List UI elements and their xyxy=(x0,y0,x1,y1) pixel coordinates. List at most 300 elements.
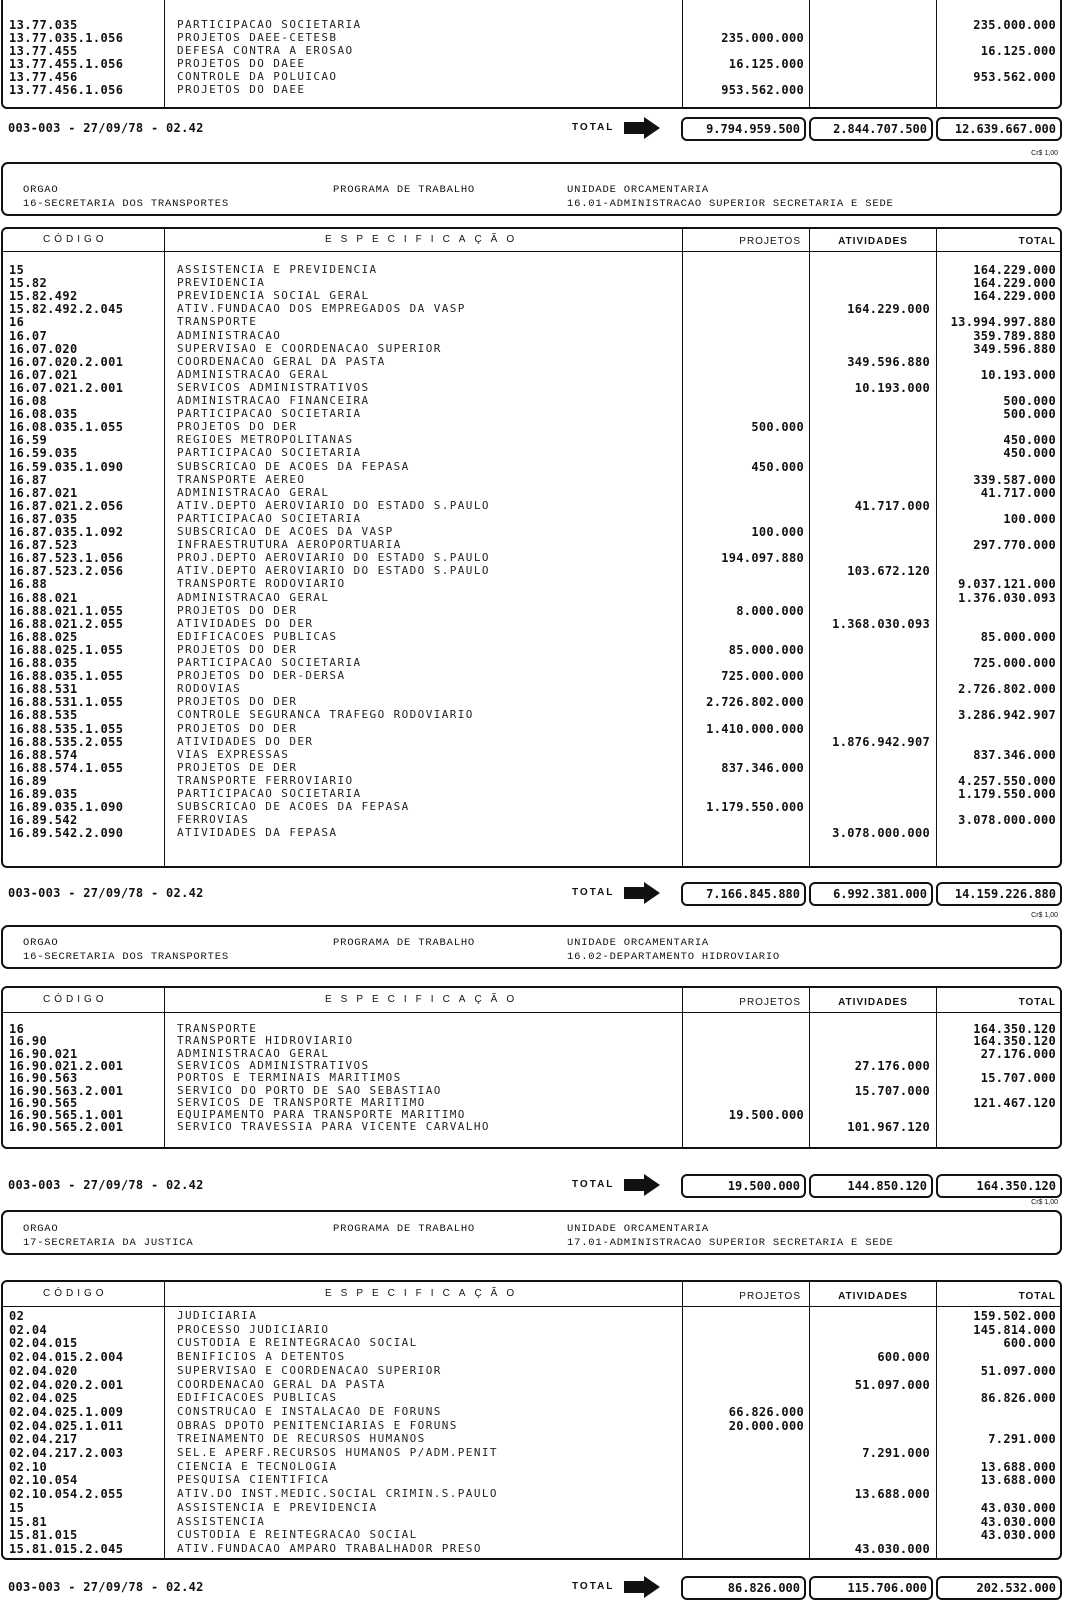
row-atividades: 41.717.000 xyxy=(854,498,930,513)
row-code: 02.04.025.1.009 xyxy=(9,1404,124,1419)
row-total: 3.286.942.907 xyxy=(958,708,1056,723)
row-total: 51.097.000 xyxy=(980,1363,1056,1378)
column-header-total: TOTAL xyxy=(1018,997,1056,1008)
row-especificacao: PROJETOS DO DAEE xyxy=(177,83,306,96)
row-projetos: 1.179.550.000 xyxy=(706,800,804,815)
row-projetos: 725.000.000 xyxy=(721,669,804,684)
row-total: 450.000 xyxy=(1003,433,1056,448)
row-code: 02.04.217 xyxy=(9,1432,78,1447)
row-atividades: 43.030.000 xyxy=(854,1541,930,1556)
row-projetos: 837.346.000 xyxy=(721,760,804,775)
row-code: 15.81.015 xyxy=(9,1528,78,1543)
table-row xyxy=(0,1446,1068,1460)
row-especificacao: ATIV.DEPTO AEROVIARIO DO ESTADO S.PAULO xyxy=(177,564,490,578)
row-total: 164.350.120 xyxy=(973,1034,1056,1049)
row-code: 02.10.054.2.055 xyxy=(9,1487,124,1502)
report-footer-stamp: 003-003 - 27/09/78 - 02.42 xyxy=(8,1580,204,1594)
total-geral: 14.159.226.880 xyxy=(936,882,1062,906)
row-especificacao: CUSTODIA E REINTEGRACAO SOCIAL xyxy=(177,1336,418,1350)
row-total: 164.229.000 xyxy=(973,263,1056,277)
row-projetos: 194.097.880 xyxy=(721,551,804,566)
programa-label: PROGRAMA DE TRABALHO xyxy=(333,1223,476,1235)
row-code: 16.88.025 xyxy=(9,629,78,644)
total-label: TOTAL xyxy=(572,1179,615,1190)
column-header-total: TOTAL xyxy=(1018,1291,1056,1302)
row-code: 16.88.021.1.055 xyxy=(9,603,124,618)
row-code: 13.77.455 xyxy=(9,44,78,58)
section-header-box xyxy=(1,1210,1062,1255)
row-especificacao: ATIV.FUNDACAO DOS EMPREGADOS DA VASP xyxy=(177,302,466,316)
row-projetos: 450.000 xyxy=(751,459,804,474)
column-header-projetos: PROJETOS xyxy=(739,236,801,247)
row-code: 16.08.035 xyxy=(9,407,78,422)
column-header-codigo: CÓDIGO xyxy=(43,1288,108,1299)
row-code: 13.77.456.1.056 xyxy=(9,83,124,97)
row-total: 1.376.030.093 xyxy=(958,590,1056,605)
table-row xyxy=(0,1432,1068,1446)
row-especificacao: JUDICIARIA xyxy=(177,1309,258,1322)
row-projetos: 235.000.000 xyxy=(721,31,804,45)
row-total: 3.078.000.000 xyxy=(958,813,1056,828)
row-code: 16.90.563.2.001 xyxy=(9,1083,124,1098)
row-code: 15 xyxy=(9,263,25,277)
row-total: 297.770.000 xyxy=(973,538,1056,553)
row-atividades: 1.876.942.907 xyxy=(832,734,930,749)
row-code: 02.04.217.2.003 xyxy=(9,1446,124,1460)
row-especificacao: CONTROLE SEGURANCA TRAFEGO RODOVIARIO xyxy=(177,708,474,722)
row-especificacao: TRANSPORTE FERROVIARIO xyxy=(177,773,354,787)
row-total: 339.587.000 xyxy=(973,472,1056,487)
total-projetos: 7.166.845.880 xyxy=(681,882,806,906)
right-arrow-icon xyxy=(622,1576,662,1598)
row-code: 16.59.035 xyxy=(9,446,78,461)
row-code: 02.04.025.1.011 xyxy=(9,1418,124,1433)
row-especificacao: SERVICOS DE TRANSPORTE MARITIMO xyxy=(177,1095,426,1109)
total-projetos: 9.794.959.500 xyxy=(681,117,806,141)
row-especificacao: ATIVIDADES DO DER xyxy=(177,616,314,630)
row-especificacao: ASSISTENCIA xyxy=(177,1514,266,1528)
row-especificacao: ADMINISTRACAO GERAL xyxy=(177,367,330,381)
table-row xyxy=(0,1364,1068,1378)
row-code: 16.89.542 xyxy=(9,813,78,828)
column-header-total: TOTAL xyxy=(1018,236,1056,247)
row-especificacao: COORDENACAO GERAL DA PASTA xyxy=(177,354,386,368)
row-code: 02.04.020.2.001 xyxy=(9,1377,124,1392)
row-especificacao: PREVIDENCIA xyxy=(177,276,266,290)
row-total: 7.291.000 xyxy=(988,1432,1056,1447)
row-especificacao: PROJ.DEPTO AEROVIARIO DO ESTADO S.PAULO xyxy=(177,551,490,565)
row-total: 1.179.550.000 xyxy=(958,787,1056,801)
row-especificacao: PORTOS E TERMINAIS MARITIMOS xyxy=(177,1071,402,1085)
row-atividades: 27.176.000 xyxy=(854,1058,930,1073)
row-atividades: 1.368.030.093 xyxy=(832,616,930,631)
row-total: 164.229.000 xyxy=(973,276,1056,291)
row-code: 16.90.021 xyxy=(9,1046,78,1061)
row-total: 121.467.120 xyxy=(973,1095,1056,1110)
row-code: 15.81.015.2.045 xyxy=(9,1541,124,1556)
row-especificacao: PROCESSO JUDICIARIO xyxy=(177,1322,330,1336)
row-code: 16.87.035 xyxy=(9,511,78,526)
row-especificacao: PROJETOS DO DER xyxy=(177,721,298,735)
row-especificacao: ADMINISTRACAO xyxy=(177,328,282,342)
unidade-label: UNIDADE ORCAMENTARIA xyxy=(567,184,710,196)
total-atividades: 6.992.381.000 xyxy=(809,882,933,906)
row-especificacao: PREVIDENCIA SOCIAL GERAL xyxy=(177,289,370,303)
row-code: 13.77.456 xyxy=(9,70,78,84)
total-label: TOTAL xyxy=(572,1581,615,1592)
row-code: 16.89.542.2.090 xyxy=(9,826,124,841)
row-total: 9.037.121.000 xyxy=(958,577,1056,592)
row-projetos: 19.500.000 xyxy=(728,1108,804,1123)
row-atividades: 7.291.000 xyxy=(862,1446,930,1460)
row-code: 16.07.021 xyxy=(9,367,78,382)
row-code: 15 xyxy=(9,1500,25,1515)
row-code: 16.90.021.2.001 xyxy=(9,1058,124,1073)
row-code: 15.82.492 xyxy=(9,289,78,304)
column-header-atividades: ATIVIDADES xyxy=(838,997,908,1008)
row-code: 16.87.021 xyxy=(9,485,78,500)
row-especificacao: REGIOES METROPOLITANAS xyxy=(177,433,354,447)
row-code: 16.88.021.2.055 xyxy=(9,616,124,631)
orgao-value: 16-SECRETARIA DOS TRANSPORTES xyxy=(23,198,229,210)
row-code: 16.89 xyxy=(9,773,48,788)
row-code: 16.88.531.1.055 xyxy=(9,695,124,710)
row-atividades: 15.707.000 xyxy=(854,1083,930,1098)
row-total: 145.814.000 xyxy=(973,1322,1056,1337)
row-atividades: 164.229.000 xyxy=(847,302,930,317)
row-total: 953.562.000 xyxy=(973,70,1056,84)
row-total: 10.193.000 xyxy=(980,367,1056,382)
row-total: 13.688.000 xyxy=(980,1459,1056,1474)
row-code: 16.07.020.2.001 xyxy=(9,354,124,369)
orgao-label: ORGAO xyxy=(23,1223,59,1235)
row-code: 16.88.574.1.055 xyxy=(9,760,124,775)
row-especificacao: ATIV.DO INST.MEDIC.SOCIAL CRIMIN.S.PAULO xyxy=(177,1487,498,1501)
row-code: 16.88.535 xyxy=(9,708,78,723)
row-especificacao: TREINAMENTO DE RECURSOS HUMANOS xyxy=(177,1432,426,1446)
row-total: 4.257.550.000 xyxy=(958,773,1056,788)
row-total: 359.789.880 xyxy=(973,328,1056,343)
column-header-atividades: ATIVIDADES xyxy=(838,236,908,247)
row-projetos: 85.000.000 xyxy=(728,642,804,657)
row-code: 13.77.035.1.056 xyxy=(9,31,124,45)
table-row xyxy=(0,1460,1068,1474)
row-code: 16.07 xyxy=(9,328,48,343)
row-especificacao: ADMINISTRACAO GERAL xyxy=(177,485,330,499)
table-row xyxy=(0,1473,1068,1487)
row-especificacao: PARTICIPACAO SOCIETARIA xyxy=(177,18,362,31)
row-especificacao: SERVICOS ADMINISTRATIVOS xyxy=(177,1058,370,1072)
row-code: 16.87.035.1.092 xyxy=(9,525,124,539)
row-total: 43.030.000 xyxy=(980,1500,1056,1515)
row-especificacao: SUBSCRICAO DE ACOES DA VASP xyxy=(177,525,394,538)
row-code: 13.77.035 xyxy=(9,18,78,32)
total-atividades: 144.850.120 xyxy=(809,1174,933,1198)
row-especificacao: PARTICIPACAO SOCIETARIA xyxy=(177,407,362,421)
row-code: 02.10 xyxy=(9,1459,48,1474)
unidade-value: 16.01-ADMINISTRACAO SUPERIOR SECRETARIA E SEDE xyxy=(567,198,894,210)
row-especificacao: PROJETOS DO DAEE xyxy=(177,57,306,70)
row-code: 16.87.523.1.056 xyxy=(9,551,124,566)
total-atividades: 115.706.000 xyxy=(809,1576,933,1600)
row-code: 16.88.535.2.055 xyxy=(9,734,124,749)
row-especificacao: SERVICO DO PORTO DE SAO SEBASTIAO xyxy=(177,1083,442,1097)
row-especificacao: PARTICIPACAO SOCIETARIA xyxy=(177,446,362,460)
row-code: 16.87.523 xyxy=(9,538,78,553)
unidade-label: UNIDADE ORCAMENTARIA xyxy=(567,1223,710,1235)
row-total: 725.000.000 xyxy=(973,656,1056,670)
row-code: 16.88.574 xyxy=(9,747,78,762)
column-header-codigo: CÓDIGO xyxy=(43,234,108,245)
row-code: 16 xyxy=(9,315,25,330)
total-label: TOTAL xyxy=(572,887,615,898)
row-code: 02 xyxy=(9,1309,25,1323)
row-especificacao: ASSISTENCIA E PREVIDENCIA xyxy=(177,1500,378,1514)
row-total: 13.994.997.880 xyxy=(950,315,1056,330)
currency-unit-label: Cr$ 1,00 xyxy=(1031,1199,1058,1206)
row-atividades: 13.688.000 xyxy=(854,1487,930,1502)
row-code: 16.87.523.2.056 xyxy=(9,564,124,579)
table-row xyxy=(0,1323,1068,1337)
row-especificacao: CONSTRUCAO E INSTALACAO DE FORUNS xyxy=(177,1404,442,1418)
row-code: 02.10.054 xyxy=(9,1473,78,1488)
orgao-value: 17-SECRETARIA DA JUSTICA xyxy=(23,1237,194,1249)
row-especificacao: PROJETOS DE DER xyxy=(177,760,298,774)
row-especificacao: SUPERVISAO E COORDENACAO SUPERIOR xyxy=(177,341,442,355)
row-code: 16.59.035.1.090 xyxy=(9,459,124,474)
table-row xyxy=(0,1405,1068,1419)
table-row xyxy=(0,1419,1068,1433)
row-especificacao: SUBSCRICAO DE ACOES DA FEPASA xyxy=(177,459,410,473)
row-projetos: 16.125.000 xyxy=(728,57,804,71)
row-code: 16.88.021 xyxy=(9,590,78,605)
row-code: 02.04.025 xyxy=(9,1391,78,1406)
row-atividades: 10.193.000 xyxy=(854,380,930,395)
row-especificacao: PROJETOS DAEE-CETESB xyxy=(177,31,338,44)
row-especificacao: COORDENACAO GERAL DA PASTA xyxy=(177,1377,386,1391)
report-footer-stamp: 003-003 - 27/09/78 - 02.42 xyxy=(8,121,204,135)
row-especificacao: PROJETOS DO DER xyxy=(177,695,298,709)
row-total: 43.030.000 xyxy=(980,1514,1056,1529)
row-especificacao: BENIFICIOS A DETENTOS xyxy=(177,1350,346,1364)
row-projetos: 20.000.000 xyxy=(728,1418,804,1433)
row-code: 16.88 xyxy=(9,577,48,592)
row-projetos: 8.000.000 xyxy=(736,603,804,618)
total-geral: 12.639.667.000 xyxy=(936,117,1062,141)
table-row xyxy=(0,1309,1068,1323)
column-header-especificacao: ESPECIFICAÇÃO xyxy=(325,234,524,245)
total-projetos: 19.500.000 xyxy=(681,1174,806,1198)
programa-label: PROGRAMA DE TRABALHO xyxy=(333,184,476,196)
orgao-label: ORGAO xyxy=(23,184,59,196)
row-code: 16.87.021.2.056 xyxy=(9,498,124,513)
row-code: 15.82 xyxy=(9,276,48,291)
table-row xyxy=(0,1378,1068,1392)
row-code: 02.04.015 xyxy=(9,1336,78,1351)
row-especificacao: TRANSPORTE xyxy=(177,315,258,329)
row-code: 15.82.492.2.045 xyxy=(9,302,124,317)
row-total: 164.229.000 xyxy=(973,289,1056,304)
row-code: 16.90.565 xyxy=(9,1095,78,1110)
row-especificacao: DEFESA CONTRA A EROSAO xyxy=(177,44,354,57)
total-atividades: 2.844.707.500 xyxy=(809,117,933,141)
row-especificacao: EQUIPAMENTO PARA TRANSPORTE MARITIMO xyxy=(177,1108,466,1122)
row-projetos: 66.826.000 xyxy=(728,1404,804,1419)
total-geral: 164.350.120 xyxy=(936,1174,1062,1198)
row-especificacao: EDIFICACOES PUBLICAS xyxy=(177,1391,338,1405)
row-code: 16.59 xyxy=(9,433,48,448)
row-especificacao: RODOVIAS xyxy=(177,682,242,696)
row-especificacao: ASSISTENCIA E PREVIDENCIA xyxy=(177,263,378,276)
row-especificacao: PARTICIPACAO SOCIETARIA xyxy=(177,656,362,669)
row-projetos: 953.562.000 xyxy=(721,83,804,97)
row-especificacao: TRANSPORTE RODOVIARIO xyxy=(177,577,346,591)
row-code: 02.04.015.2.004 xyxy=(9,1350,124,1365)
row-code: 16 xyxy=(9,1022,25,1036)
row-total: 16.125.000 xyxy=(980,44,1056,58)
row-total: 500.000 xyxy=(1003,407,1056,422)
row-atividades: 349.596.880 xyxy=(847,354,930,369)
table-row xyxy=(0,1336,1068,1350)
row-total: 15.707.000 xyxy=(980,1071,1056,1086)
row-total: 41.717.000 xyxy=(980,485,1056,500)
unidade-label: UNIDADE ORCAMENTARIA xyxy=(567,937,710,949)
currency-unit-label: Cr$ 1,00 xyxy=(1031,912,1058,919)
row-especificacao: CUSTODIA E REINTEGRACAO SOCIAL xyxy=(177,1528,418,1542)
row-especificacao: INFRAESTRUTURA AEROPORTUARIA xyxy=(177,538,402,552)
row-total: 13.688.000 xyxy=(980,1473,1056,1488)
row-code: 16.08.035.1.055 xyxy=(9,420,124,435)
unidade-value: 16.02-DEPARTAMENTO HIDROVIARIO xyxy=(567,951,781,963)
row-especificacao: PROJETOS DO DER xyxy=(177,642,298,656)
row-code: 13.77.455.1.056 xyxy=(9,57,124,71)
row-code: 16.90.563 xyxy=(9,1071,78,1086)
row-total: 43.030.000 xyxy=(980,1528,1056,1543)
row-especificacao: PARTICIPACAO SOCIETARIA xyxy=(177,511,362,525)
row-especificacao: CIENCIA E TECNOLOGIA xyxy=(177,1459,338,1473)
table-row xyxy=(0,1501,1068,1515)
programa-label: PROGRAMA DE TRABALHO xyxy=(333,937,476,949)
row-total: 27.176.000 xyxy=(980,1046,1056,1061)
row-projetos: 2.726.802.000 xyxy=(706,695,804,710)
row-total: 164.350.120 xyxy=(973,1022,1056,1036)
table-row xyxy=(0,1350,1068,1364)
total-projetos: 86.826.000 xyxy=(681,1576,806,1600)
report-footer-stamp: 003-003 - 27/09/78 - 02.42 xyxy=(8,1178,204,1192)
row-especificacao: ATIV.FUNDACAO AMPARO TRABALHADOR PRESO xyxy=(177,1541,482,1555)
row-code: 02.04 xyxy=(9,1322,48,1337)
orgao-label: ORGAO xyxy=(23,937,59,949)
column-header-especificacao: ESPECIFICAÇÃO xyxy=(325,994,524,1005)
row-total: 349.596.880 xyxy=(973,341,1056,356)
row-especificacao: ATIV.DEPTO AEROVIARIO DO ESTADO S.PAULO xyxy=(177,498,490,512)
row-especificacao: CONTROLE DA POLUICAO xyxy=(177,70,338,83)
row-code: 16.07.021.2.001 xyxy=(9,380,124,395)
row-code: 02.04.020 xyxy=(9,1363,78,1378)
row-projetos: 500.000 xyxy=(751,420,804,435)
row-code: 16.87 xyxy=(9,472,48,487)
row-especificacao: VIAS EXPRESSAS xyxy=(177,747,290,761)
total-label: TOTAL xyxy=(572,122,615,133)
row-total: 2.726.802.000 xyxy=(958,682,1056,697)
row-code: 16.88.025.1.055 xyxy=(9,642,124,657)
row-especificacao: ADMINISTRACAO GERAL xyxy=(177,1046,330,1060)
row-total: 837.346.000 xyxy=(973,747,1056,762)
row-projetos: 1.410.000.000 xyxy=(706,721,804,736)
header-divider xyxy=(3,1306,1060,1307)
row-especificacao: SEL.E APERF.RECURSOS HUMANOS P/ADM.PENIT xyxy=(177,1446,498,1459)
row-especificacao: ADMINISTRACAO FINANCEIRA xyxy=(177,394,370,407)
row-especificacao: TRANSPORTE xyxy=(177,1022,258,1035)
total-geral: 202.532.000 xyxy=(936,1576,1062,1600)
row-code: 16.90.565.1.001 xyxy=(9,1108,124,1123)
row-total: 600.000 xyxy=(1003,1336,1056,1351)
row-especificacao: PROJETOS DO DER xyxy=(177,603,298,617)
row-projetos: 100.000 xyxy=(751,525,804,539)
report-footer-stamp: 003-003 - 27/09/78 - 02.42 xyxy=(8,886,204,900)
row-especificacao: SUBSCRICAO DE ACOES DA FEPASA xyxy=(177,800,410,814)
currency-unit-label: Cr$ 1,00 xyxy=(1031,150,1058,157)
unidade-value: 17.01-ADMINISTRACAO SUPERIOR SECRETARIA E SEDE xyxy=(567,1237,894,1249)
table-row xyxy=(0,1487,1068,1501)
row-code: 16.88.035 xyxy=(9,656,78,670)
row-code: 16.89.035.1.090 xyxy=(9,800,124,815)
column-header-atividades: ATIVIDADES xyxy=(838,1291,908,1302)
column-header-especificacao: ESPECIFICAÇÃO xyxy=(325,1288,524,1299)
row-atividades: 51.097.000 xyxy=(854,1377,930,1392)
row-especificacao: PROJETOS DO DER-DERSA xyxy=(177,669,346,683)
row-code: 16.89.035 xyxy=(9,787,78,801)
row-especificacao: SERVICOS ADMINISTRATIVOS xyxy=(177,380,370,394)
row-code: 16.08 xyxy=(9,394,48,408)
row-total: 85.000.000 xyxy=(980,629,1056,644)
row-total: 159.502.000 xyxy=(973,1309,1056,1323)
row-especificacao: PESQUISA CIENTIFICA xyxy=(177,1473,330,1487)
table-row xyxy=(0,1528,1068,1542)
row-especificacao: OBRAS DPOTO PENITENCIARIAS E FORUNS xyxy=(177,1418,458,1432)
row-especificacao: PROJETOS DO DER xyxy=(177,420,298,434)
row-especificacao: TRANSPORTE HIDROVIARIO xyxy=(177,1034,354,1048)
row-especificacao: ATIVIDADES DO DER xyxy=(177,734,314,748)
orgao-value: 16-SECRETARIA DOS TRANSPORTES xyxy=(23,951,229,963)
row-total: 86.826.000 xyxy=(980,1391,1056,1406)
row-especificacao: PARTICIPACAO SOCIETARIA xyxy=(177,787,362,800)
row-especificacao: ADMINISTRACAO GERAL xyxy=(177,590,330,604)
table-row xyxy=(0,1542,1068,1556)
row-especificacao: EDIFICACOES PUBLICAS xyxy=(177,629,338,643)
table-row xyxy=(0,1515,1068,1529)
row-code: 16.90 xyxy=(9,1034,48,1049)
row-code: 16.88.535.1.055 xyxy=(9,721,124,736)
row-code: 16.90.565.2.001 xyxy=(9,1120,124,1135)
table-row xyxy=(0,1391,1068,1405)
row-atividades: 101.967.120 xyxy=(847,1120,930,1135)
row-code: 16.88.531 xyxy=(9,682,78,697)
row-code: 16.07.020 xyxy=(9,341,78,356)
row-atividades: 103.672.120 xyxy=(847,564,930,579)
row-code: 16.88.035.1.055 xyxy=(9,669,124,684)
row-especificacao: SUPERVISAO E COORDENACAO SUPERIOR xyxy=(177,1363,442,1377)
row-especificacao: TRANSPORTE AEREO xyxy=(177,472,306,486)
row-atividades: 600.000 xyxy=(877,1350,930,1365)
row-especificacao: SERVICO TRAVESSIA PARA VICENTE CARVALHO xyxy=(177,1120,490,1134)
row-total: 450.000 xyxy=(1003,446,1056,461)
row-especificacao: ATIVIDADES DA FEPASA xyxy=(177,826,338,840)
row-total: 100.000 xyxy=(1003,511,1056,526)
row-atividades: 3.078.000.000 xyxy=(832,826,930,841)
row-especificacao: FERROVIAS xyxy=(177,813,250,827)
row-total: 235.000.000 xyxy=(973,18,1056,32)
